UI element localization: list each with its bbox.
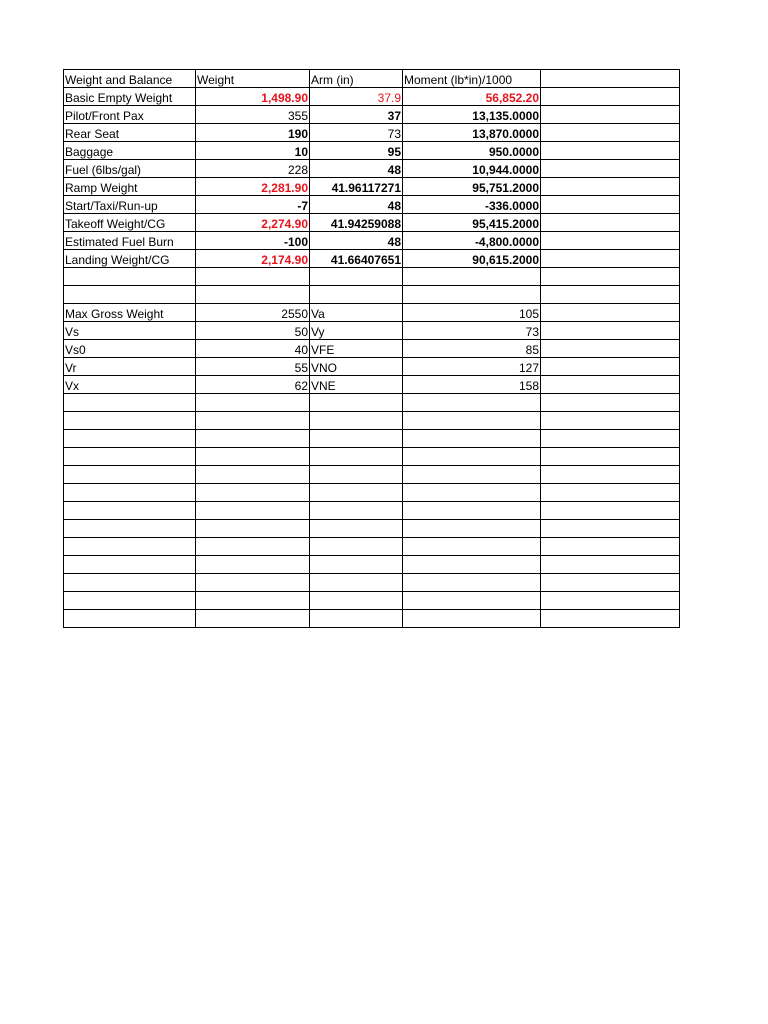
sheet-row [64,376,680,394]
sheet-cell[interactable] [64,556,196,574]
sheet-cell[interactable] [64,574,196,592]
sheet-cell[interactable]: 127 [403,358,541,376]
sheet-cell[interactable] [541,556,680,574]
sheet-cell[interactable] [403,412,541,430]
sheet-cell[interactable]: 2,274.90 [196,214,310,232]
sheet-cell[interactable]: 2,174.90 [196,250,310,268]
sheet-cell[interactable] [196,538,310,556]
sheet-row [64,250,680,268]
sheet-cell[interactable]: 2550 [196,304,310,322]
sheet-cell[interactable] [541,286,680,304]
sheet-cell[interactable] [541,142,680,160]
sheet-cell[interactable] [196,574,310,592]
sheet-row [64,304,680,322]
sheet-cell[interactable]: Rear Seat [64,124,196,142]
sheet-cell[interactable]: 95,751.2000 [403,178,541,196]
sheet-cell[interactable] [541,196,680,214]
sheet-cell[interactable]: Baggage [64,142,196,160]
sheet-cell[interactable] [403,520,541,538]
sheet-cell[interactable]: -100 [196,232,310,250]
sheet-cell[interactable]: 90,615.2000 [403,250,541,268]
sheet-cell[interactable]: Weight and Balance [64,70,196,88]
sheet-cell[interactable] [541,232,680,250]
sheet-cell[interactable] [64,520,196,538]
sheet-row [64,520,680,538]
sheet-cell[interactable]: -4,800.0000 [403,232,541,250]
sheet-cell[interactable]: 41.66407651 [310,250,403,268]
sheet-row [64,340,680,358]
sheet-row [64,358,680,376]
sheet-cell[interactable]: 13,870.0000 [403,124,541,142]
sheet-cell[interactable]: Landing Weight/CG [64,250,196,268]
sheet-cell[interactable]: 2,281.90 [196,178,310,196]
sheet-cell[interactable]: 37.9 [310,88,403,106]
sheet-cell[interactable] [310,448,403,466]
sheet-cell[interactable]: Weight [196,70,310,88]
sheet-row [64,466,680,484]
sheet-cell[interactable] [64,592,196,610]
sheet-row [64,610,680,628]
sheet-cell[interactable] [403,574,541,592]
sheet-cell[interactable] [541,70,680,88]
sheet-cell[interactable]: 105 [403,304,541,322]
sheet-cell[interactable] [541,214,680,232]
sheet-cell[interactable]: VNE [310,376,403,394]
sheet-cell[interactable]: Vy [310,322,403,340]
sheet-cell[interactable] [64,394,196,412]
sheet-row [64,412,680,430]
sheet-cell[interactable] [310,430,403,448]
sheet-cell[interactable] [541,178,680,196]
sheet-cell[interactable]: Arm (in) [310,70,403,88]
sheet-row [64,70,680,88]
sheet-cell[interactable] [541,358,680,376]
sheet-cell[interactable] [310,556,403,574]
sheet-cell[interactable]: 41.96117271 [310,178,403,196]
sheet-cell[interactable]: Vs0 [64,340,196,358]
sheet-cell[interactable] [310,574,403,592]
sheet-cell[interactable]: Basic Empty Weight [64,88,196,106]
sheet-cell[interactable] [310,286,403,304]
sheet-cell[interactable] [541,160,680,178]
sheet-cell[interactable] [403,484,541,502]
sheet-cell[interactable] [403,592,541,610]
sheet-cell[interactable]: 48 [310,160,403,178]
sheet-cell[interactable] [541,484,680,502]
sheet-cell[interactable]: VFE [310,340,403,358]
sheet-cell[interactable] [541,448,680,466]
sheet-cell[interactable]: 355 [196,106,310,124]
sheet-cell[interactable] [541,592,680,610]
sheet-row [64,430,680,448]
sheet-cell[interactable] [310,268,403,286]
sheet-cell[interactable] [403,286,541,304]
sheet-cell[interactable] [403,268,541,286]
sheet-cell[interactable] [196,412,310,430]
sheet-row [64,484,680,502]
sheet-cell[interactable] [541,88,680,106]
sheet-cell[interactable] [64,448,196,466]
sheet-cell[interactable] [196,502,310,520]
sheet-cell[interactable] [310,520,403,538]
sheet-row [64,106,680,124]
sheet-cell[interactable]: 13,135.0000 [403,106,541,124]
sheet-cell[interactable]: 158 [403,376,541,394]
sheet-cell[interactable]: Vx [64,376,196,394]
sheet-cell[interactable] [196,610,310,628]
sheet-row [64,142,680,160]
sheet-cell[interactable]: 190 [196,124,310,142]
sheet-cell[interactable]: 1,498.90 [196,88,310,106]
sheet-cell[interactable] [541,430,680,448]
sheet-cell[interactable] [541,340,680,358]
sheet-cell[interactable]: 55 [196,358,310,376]
sheet-cell[interactable]: 50 [196,322,310,340]
sheet-cell[interactable] [541,322,680,340]
sheet-cell[interactable]: 10,944.0000 [403,160,541,178]
sheet-row [64,286,680,304]
sheet-cell[interactable]: VNO [310,358,403,376]
sheet-cell[interactable]: 10 [196,142,310,160]
sheet-cell[interactable] [196,268,310,286]
sheet-cell[interactable]: Moment (lb*in)/1000 [403,70,541,88]
sheet-cell[interactable] [310,592,403,610]
sheet-cell[interactable] [541,268,680,286]
sheet-cell[interactable] [541,574,680,592]
sheet-cell[interactable] [541,520,680,538]
sheet-cell[interactable] [196,430,310,448]
sheet-cell[interactable] [541,376,680,394]
weight-and-balance-sheet [63,69,680,628]
sheet-cell[interactable] [541,394,680,412]
sheet-cell[interactable]: 62 [196,376,310,394]
sheet-cell[interactable] [403,394,541,412]
sheet-cell[interactable]: Pilot/Front Pax [64,106,196,124]
sheet-cell[interactable] [64,538,196,556]
sheet-cell[interactable]: 73 [403,322,541,340]
sheet-cell[interactable]: 95 [310,142,403,160]
sheet-cell[interactable]: 40 [196,340,310,358]
sheet-cell[interactable] [541,250,680,268]
sheet-cell[interactable] [541,412,680,430]
sheet-row [64,88,680,106]
sheet-cell[interactable] [310,466,403,484]
sheet-cell[interactable] [196,394,310,412]
sheet-row [64,322,680,340]
sheet-cell[interactable]: 41.94259088 [310,214,403,232]
sheet-cell[interactable] [196,592,310,610]
sheet-cell[interactable] [310,412,403,430]
sheet-cell[interactable] [541,304,680,322]
sheet-cell[interactable]: -336.0000 [403,196,541,214]
sheet-cell[interactable] [64,484,196,502]
sheet-cell[interactable] [196,556,310,574]
sheet-cell[interactable]: Estimated Fuel Burn [64,232,196,250]
sheet-cell[interactable] [310,502,403,520]
sheet-cell[interactable]: 228 [196,160,310,178]
sheet-row [64,196,680,214]
sheet-cell[interactable] [310,610,403,628]
sheet-cell[interactable] [196,448,310,466]
sheet-cell[interactable] [64,286,196,304]
sheet-cell[interactable] [64,430,196,448]
sheet-cell[interactable]: Max Gross Weight [64,304,196,322]
sheet-cell[interactable] [310,484,403,502]
sheet-row [64,160,680,178]
sheet-cell[interactable] [541,466,680,484]
sheet-row [64,592,680,610]
sheet-cell[interactable]: 73 [310,124,403,142]
sheet-row [64,394,680,412]
sheet-cell[interactable]: 48 [310,196,403,214]
sheet-cell[interactable] [403,466,541,484]
sheet-cell[interactable] [541,538,680,556]
sheet-cell[interactable] [196,466,310,484]
sheet-cell[interactable] [64,466,196,484]
sheet-cell[interactable]: 56,852.20 [403,88,541,106]
sheet-row [64,502,680,520]
sheet-cell[interactable] [541,610,680,628]
sheet-cell[interactable] [403,430,541,448]
sheet-cell[interactable]: -7 [196,196,310,214]
sheet-cell[interactable] [196,484,310,502]
sheet-body [64,70,680,628]
sheet-cell[interactable] [64,268,196,286]
sheet-cell[interactable] [310,394,403,412]
sheet-cell[interactable]: Va [310,304,403,322]
sheet-row [64,448,680,466]
sheet-cell[interactable]: 950.0000 [403,142,541,160]
sheet-row [64,538,680,556]
sheet-cell[interactable] [403,538,541,556]
sheet-cell[interactable] [196,520,310,538]
sheet-row [64,574,680,592]
sheet-cell[interactable] [403,610,541,628]
sheet-row [64,214,680,232]
sheet-cell[interactable]: 85 [403,340,541,358]
sheet-cell[interactable]: 37 [310,106,403,124]
sheet-cell[interactable]: Vs [64,322,196,340]
sheet-cell[interactable] [403,502,541,520]
sheet-cell[interactable]: 95,415.2000 [403,214,541,232]
sheet-cell[interactable]: Fuel (6lbs/gal) [64,160,196,178]
sheet-cell[interactable] [541,502,680,520]
sheet-cell[interactable] [541,106,680,124]
sheet-row [64,124,680,142]
sheet-cell[interactable]: 48 [310,232,403,250]
sheet-cell[interactable]: Vr [64,358,196,376]
sheet-cell[interactable]: Ramp Weight [64,178,196,196]
sheet-cell[interactable] [310,538,403,556]
sheet-row [64,268,680,286]
sheet-row [64,556,680,574]
sheet-cell[interactable] [64,610,196,628]
sheet-cell[interactable] [196,286,310,304]
sheet-cell[interactable] [541,124,680,142]
sheet-cell[interactable]: Takeoff Weight/CG [64,214,196,232]
sheet-cell[interactable]: Start/Taxi/Run-up [64,196,196,214]
sheet-row [64,232,680,250]
sheet-cell[interactable] [64,502,196,520]
sheet-cell[interactable] [403,448,541,466]
sheet-row [64,178,680,196]
sheet-cell[interactable] [64,412,196,430]
sheet-cell[interactable] [403,556,541,574]
